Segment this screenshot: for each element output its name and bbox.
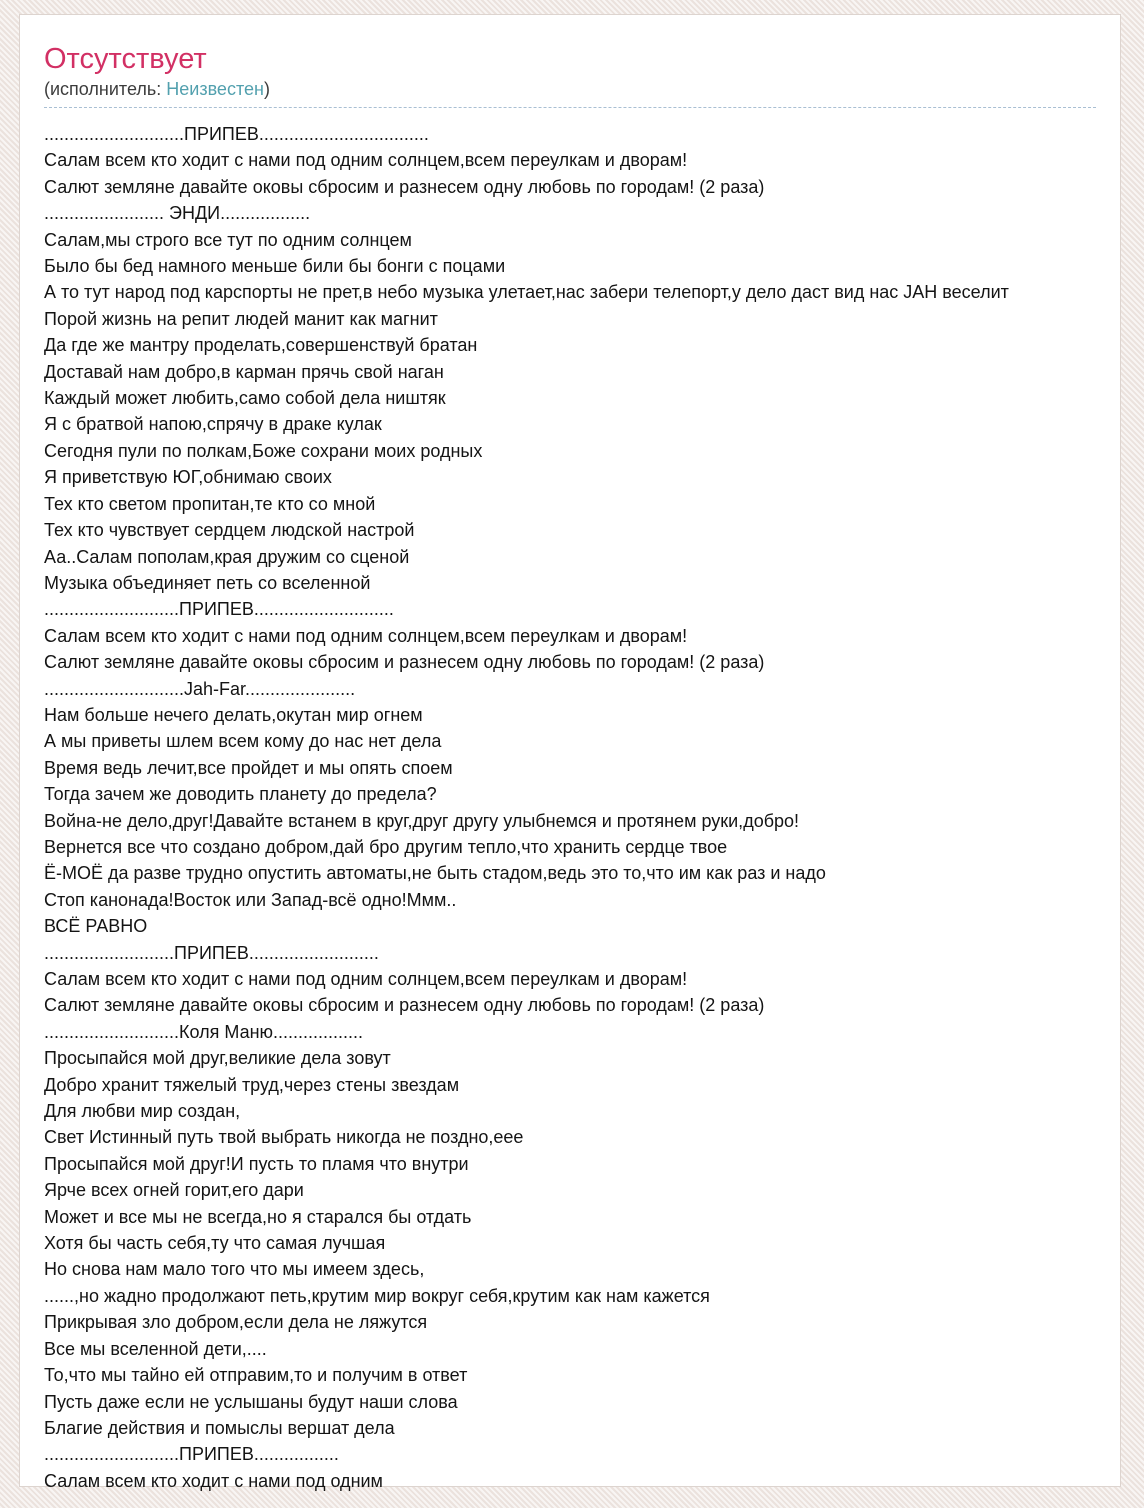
lyric-line: Музыка объединяет петь со вселенной <box>44 572 371 593</box>
lyric-line: Салам,мы строго все тут по одним солнцем <box>44 229 412 250</box>
lyric-line: Может и все мы не всегда,но я старался бы отдать <box>44 1206 472 1227</box>
lyric-line: Аа..Салам пополам,края дружим со сценой <box>44 546 410 567</box>
lyric-line: А мы приветы шлем всем кому до нас нет дела <box>44 731 442 752</box>
lyric-line: ...........................Коля Маню.................. <box>44 1021 364 1042</box>
lyric-line: Тех кто светом пропитан,те кто со мной <box>44 493 376 514</box>
lyric-line: ......,но жадно продолжают петь,крутим мир вокруг себя,крутим как нам кажется <box>44 1285 710 1306</box>
lyric-line: ...........................ПРИПЕВ................. <box>44 1444 339 1465</box>
lyric-line: Салют земляне давайте оковы сбросим и разнесем одну любовь по городам! (2 раза) <box>44 176 765 197</box>
lyric-line: Пусть даже если не услышаны будут наши слова <box>44 1391 458 1412</box>
lyric-line: Да где же мантру проделать,совершенствуй братан <box>44 335 478 356</box>
lyric-line: Салам всем кто ходит с нами под одним солнцем,всем переулкам и дворам! <box>44 969 688 989</box>
lyric-line: А то тут народ под карспорты не прет,в небо музыка улетает,нас забери телепорт,у дело даст вид нас JAH веселит <box>44 282 1009 303</box>
lyric-line: Хотя бы часть себя,ту что самая лучшая <box>44 1233 386 1254</box>
lyric-line: Нам больше нечего делать,окутан мир огнем <box>44 704 423 725</box>
lyric-line: ВСЁ РАВНО <box>44 916 148 937</box>
lyric-line: ...........................ПРИПЕВ............................ <box>44 599 394 620</box>
lyric-line: Война-не дело,друг!Давайте встанем в круг,друг другу улыбнемся и протянем руки,добро! <box>44 810 800 831</box>
lyric-line: ............................ПРИПЕВ.................................. <box>44 124 429 144</box>
lyric-line: Но снова нам мало того что мы имеем здесь, <box>44 1259 425 1280</box>
lyric-line: ..........................ПРИПЕВ.......................... <box>44 942 379 963</box>
lyric-line: Добро хранит тяжелый труд,через стены звездам <box>44 1074 460 1095</box>
lyric-line: Все мы вселенной дети,.... <box>44 1338 267 1359</box>
artist-line <box>44 78 1096 108</box>
lyric-line: Прикрывая зло добром,если дела не ляжутся <box>44 1312 428 1333</box>
lyric-line: Для любви мир создан, <box>44 1101 241 1122</box>
lyric-line: Стоп канонада!Восток или Запад-всё одно!Ммм.. <box>44 889 457 910</box>
lyric-line: Вернется все что создано добром,дай бро другим тепло,что хранить сердце твое <box>44 836 728 857</box>
artist-label-suffix: ) <box>263 79 270 99</box>
lyric-line: Салют земляне давайте оковы сбросим и разнесем одну любовь по городам! (2 раза) <box>44 995 765 1016</box>
lyric-line: Я с братвой напою,спрячу в драке кулак <box>44 414 382 435</box>
lyric-line: Салют земляне давайте оковы сбросим и разнесем одну любовь по городам! (2 раза) <box>44 652 765 673</box>
lyric-line: Доставай нам добро,в карман прячь свой наган <box>44 361 444 382</box>
lyric-line: Благие действия и помыслы вершат дела <box>44 1417 395 1438</box>
lyric-line: Свет Истинный путь твой выбрать никогда не поздно,еее <box>44 1127 524 1148</box>
lyric-line: ........................ ЭНДИ.................. <box>44 203 311 224</box>
lyric-line: Тогда зачем же доводить планету до предела? <box>44 784 437 805</box>
lyric-line: Сегодня пули по полкам,Боже сохрани моих родных <box>44 440 483 461</box>
lyric-line: Ярче всех огней горит,его дари <box>44 1180 304 1201</box>
lyric-line: Ё-МОЁ да разве трудно опустить автоматы,не быть стадом,ведь это то,что им как раз и надо <box>44 863 826 884</box>
lyric-line: Салам всем кто ходит с нами под одним <box>44 1470 383 1491</box>
artist-label: (исполнитель: <box>44 79 167 99</box>
lyric-line: Каждый может любить,само собой дела ништяк <box>44 388 446 409</box>
lyric-line: Тех кто чувствует сердцем людской настрой <box>44 520 415 541</box>
lyric-line: Просыпайся мой друг,великие дела зовут <box>44 1048 391 1069</box>
lyric-line: ............................Jah-Far...................... <box>44 678 356 699</box>
lyric-line: Салам всем кто ходит с нами под одним солнцем,всем переулкам и дворам! <box>44 150 688 171</box>
lyric-line: Было бы бед намного меньше били бы бонги с поцами <box>44 256 506 277</box>
artist-link[interactable]: Неизвестен <box>166 79 264 99</box>
lyric-line: То,что мы тайно ей отправим,то и получим в ответ <box>44 1365 468 1386</box>
lyric-line: Порой жизнь на репит людей манит как магнит <box>44 308 438 329</box>
lyrics-card <box>19 14 1121 1491</box>
lyric-line: Просыпайся мой друг!И пусть то пламя что внутри <box>44 1153 469 1174</box>
lyrics-text <box>44 121 1096 1494</box>
song-title: Отсутствует <box>44 43 207 75</box>
lyric-line: Время ведь лечит,все пройдет и мы опять споем <box>44 757 453 778</box>
lyric-line: Я приветствую ЮГ,обнимаю своих <box>44 467 332 488</box>
lyric-line: Салам всем кто ходит с нами под одним солнцем,всем переулкам и дворам! <box>44 625 688 646</box>
